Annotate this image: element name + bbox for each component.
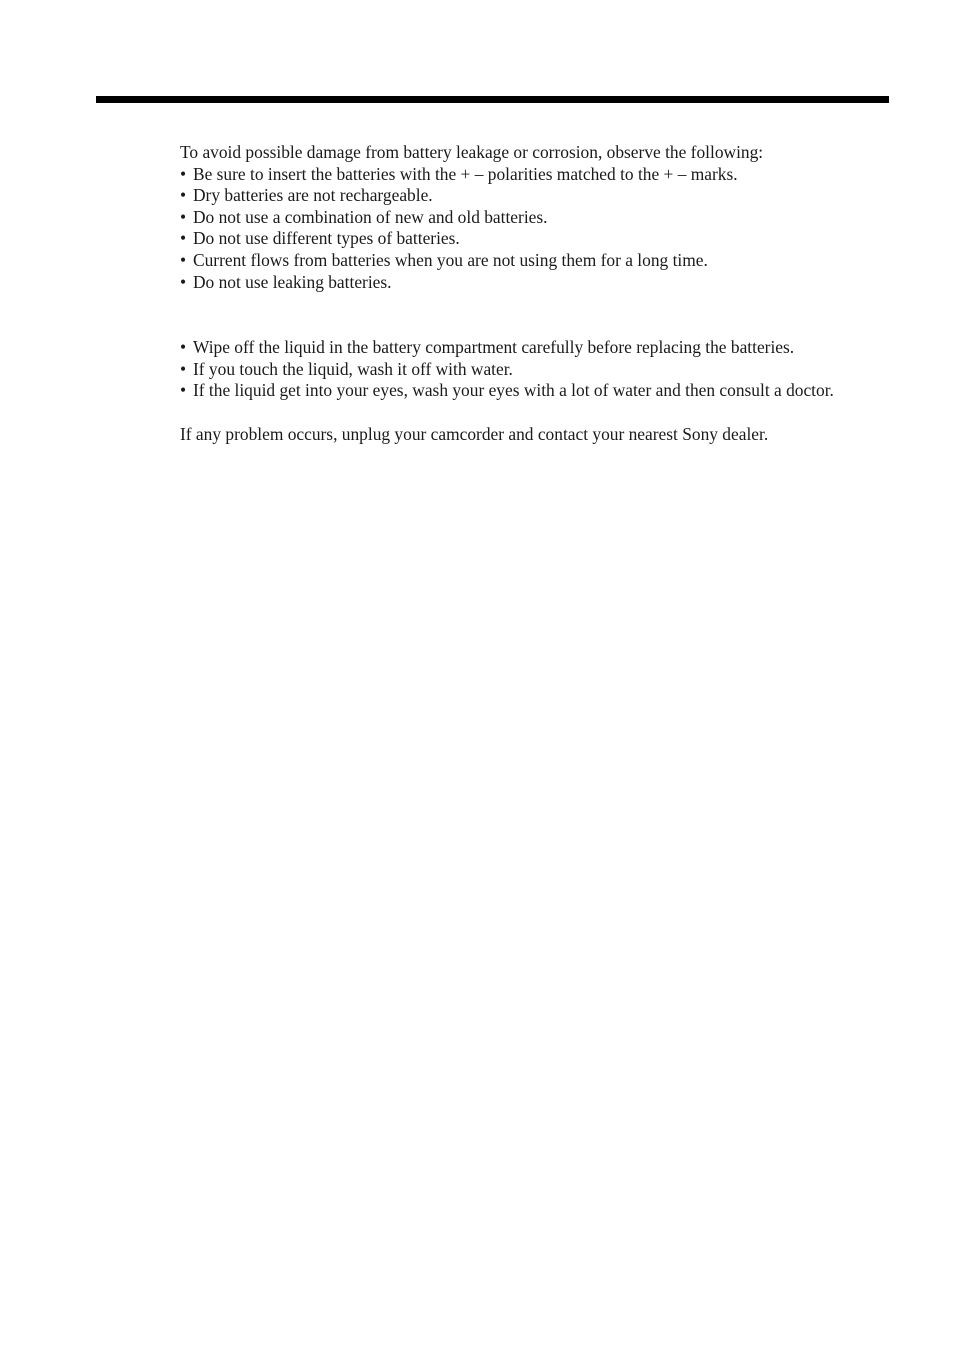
bullet-icon: • (180, 185, 187, 206)
list-item: • Do not use leaking batteries. (180, 271, 392, 292)
bullet-icon: • (180, 163, 187, 184)
bullet-icon: • (180, 271, 187, 292)
intro-text: To avoid possible damage from battery leakage or corrosion, observe the following: (180, 142, 764, 162)
bullet-icon: • (180, 380, 187, 401)
list-item: • Current flows from batteries when you are not using them for a long time. (180, 249, 708, 270)
bullet-icon: • (180, 249, 187, 270)
closing-text: If any problem occurs, unplug your camcorder and contact your nearest Sony dealer. (180, 423, 769, 444)
list-item: • Dry batteries are not rechargeable. (180, 185, 433, 206)
bullet-icon: • (180, 228, 187, 249)
list-item: • Be sure to insert the batteries with the + – polarities matched to the + – marks. (180, 163, 738, 184)
bullet-icon: • (180, 358, 187, 379)
precautions-list (180, 164, 895, 294)
list-item: • If you touch the liquid, wash it off with water. (180, 358, 513, 379)
header-rule (96, 96, 889, 103)
bullet-icon: • (180, 337, 187, 358)
list-item: • Do not use different types of batteries. (180, 228, 460, 249)
bullet-icon: • (180, 206, 187, 227)
list-item: • If the liquid get into your eyes, wash your eyes with a lot of water and then consult a doctor. (180, 380, 834, 401)
paragraph-spacer (180, 402, 895, 424)
page-content (180, 142, 895, 445)
list-item: • Do not use a combination of new and old batteries. (180, 206, 548, 227)
section-spacer (180, 293, 895, 337)
leakage-steps-list (180, 337, 895, 402)
list-item: • Wipe off the liquid in the battery compartment carefully before replacing the batteries. (180, 337, 795, 358)
